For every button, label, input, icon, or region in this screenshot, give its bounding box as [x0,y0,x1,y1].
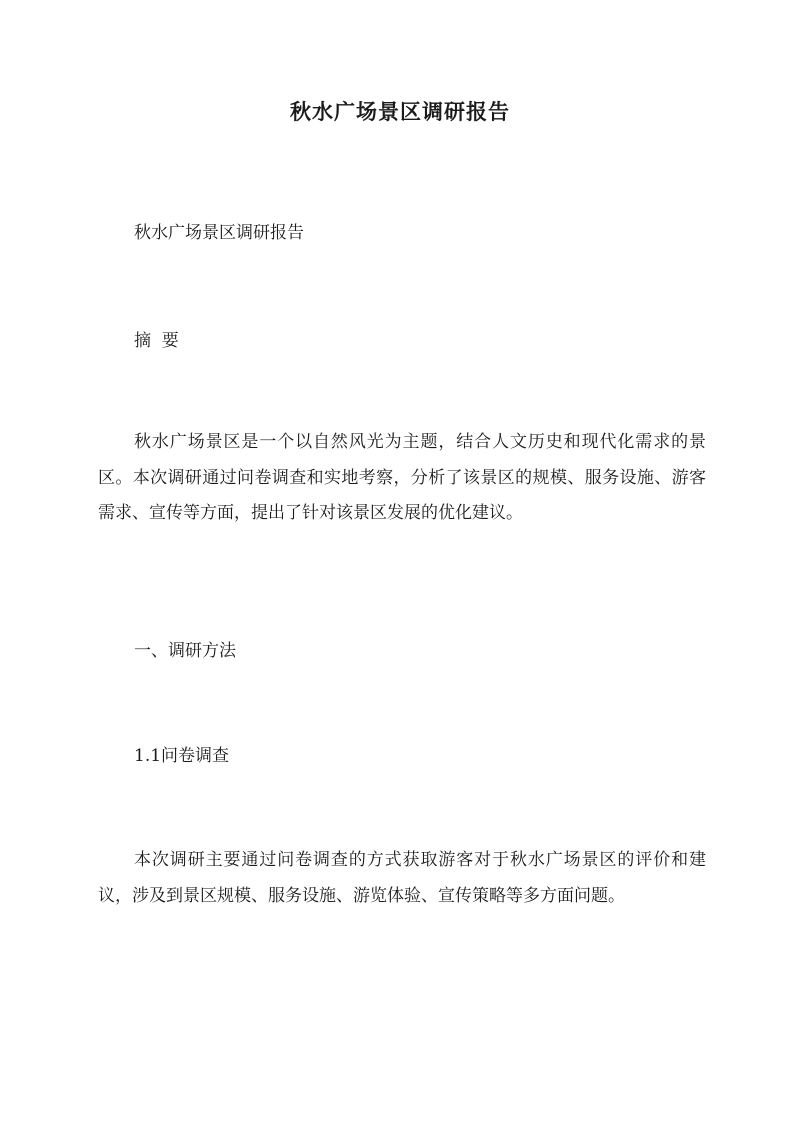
report-subtitle: 秋水广场景区调研报告 [134,223,304,243]
questionnaire-paragraph: 本次调研主要通过问卷调查的方式获取游客对于秋水广场景区的评价和建议，涉及到景区规模、服务设施、游览体验、宣传策略等多方面问题。 [98,850,706,906]
document-title: 秋水广场景区调研报告 [290,99,510,124]
subsection-heading-questionnaire: 1.1问卷调查 [134,746,230,766]
abstract-paragraph: 秋水广场景区是一个以自然风光为主题，结合人文历史和现代化需求的景区。本次调研通过问卷调查和实地考察，分析了该景区的规模、服务设施、游客需求、宣传等方面，提出了针对该景区发展的优化建议。 [98,432,706,523]
abstract-heading: 摘 要 [134,331,179,351]
section-heading-methods: 一、调研方法 [134,641,236,661]
